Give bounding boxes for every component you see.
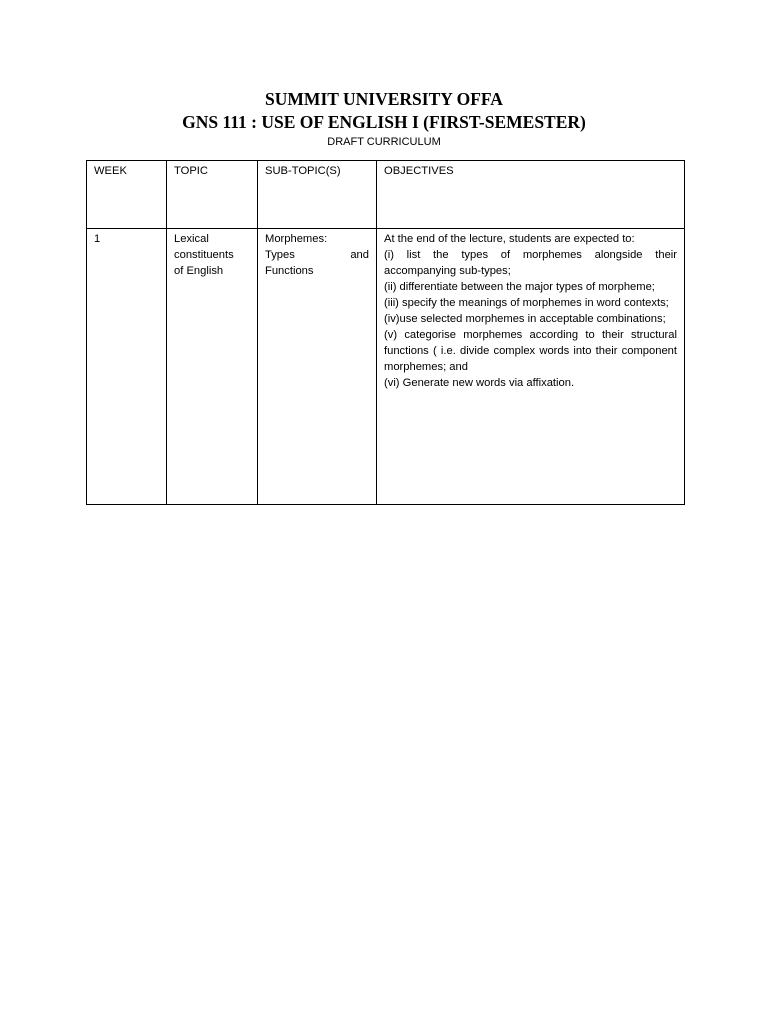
objective-item: (vi) Generate new words via affixation. [384, 377, 575, 389]
sub-topic-cell [258, 229, 377, 505]
institution-title: SUMMIT UNIVERSITY OFFA [265, 89, 503, 109]
objectives-intro: At the end of the lecture, students are expected to: [384, 233, 635, 245]
sub-topic-line: Functions [265, 265, 314, 277]
topic-line: Lexical [174, 233, 209, 245]
sub-topic-line: Types and [265, 249, 369, 261]
document-type-subtitle: DRAFT CURRICULUM [327, 136, 441, 148]
column-header-objectives: OBJECTIVES [377, 161, 685, 229]
column-header-week: WEEK [87, 161, 167, 229]
curriculum-table [86, 160, 685, 505]
objective-item: (ii) differentiate between the major types of morpheme; [384, 281, 655, 293]
objective-item: (v) categorise morphemes according to their structural functions ( i.e. divide complex words into their component morphemes; and [384, 329, 677, 373]
objective-item: (i) list the types of morphemes alongside their accompanying sub-types; [384, 249, 677, 277]
table-header-row [87, 161, 685, 229]
column-header-topic: TOPIC [167, 161, 258, 229]
sub-topic-line: Morphemes: [265, 233, 328, 245]
table-row [87, 229, 685, 505]
topic-line: constituents [174, 249, 234, 261]
topic-cell [167, 229, 258, 505]
week-cell: 1 [87, 229, 167, 505]
topic-line: of English [174, 265, 224, 277]
objective-item: (iv)use selected morphemes in acceptable combinations; [384, 313, 666, 325]
objectives-cell [377, 229, 685, 505]
column-header-sub-topic: SUB-TOPIC(S) [258, 161, 377, 229]
objective-item: (iii) specify the meanings of morphemes in word contexts; [384, 297, 669, 309]
course-title: GNS 111 : USE OF ENGLISH I (FIRST-SEMESTER) [182, 112, 586, 132]
